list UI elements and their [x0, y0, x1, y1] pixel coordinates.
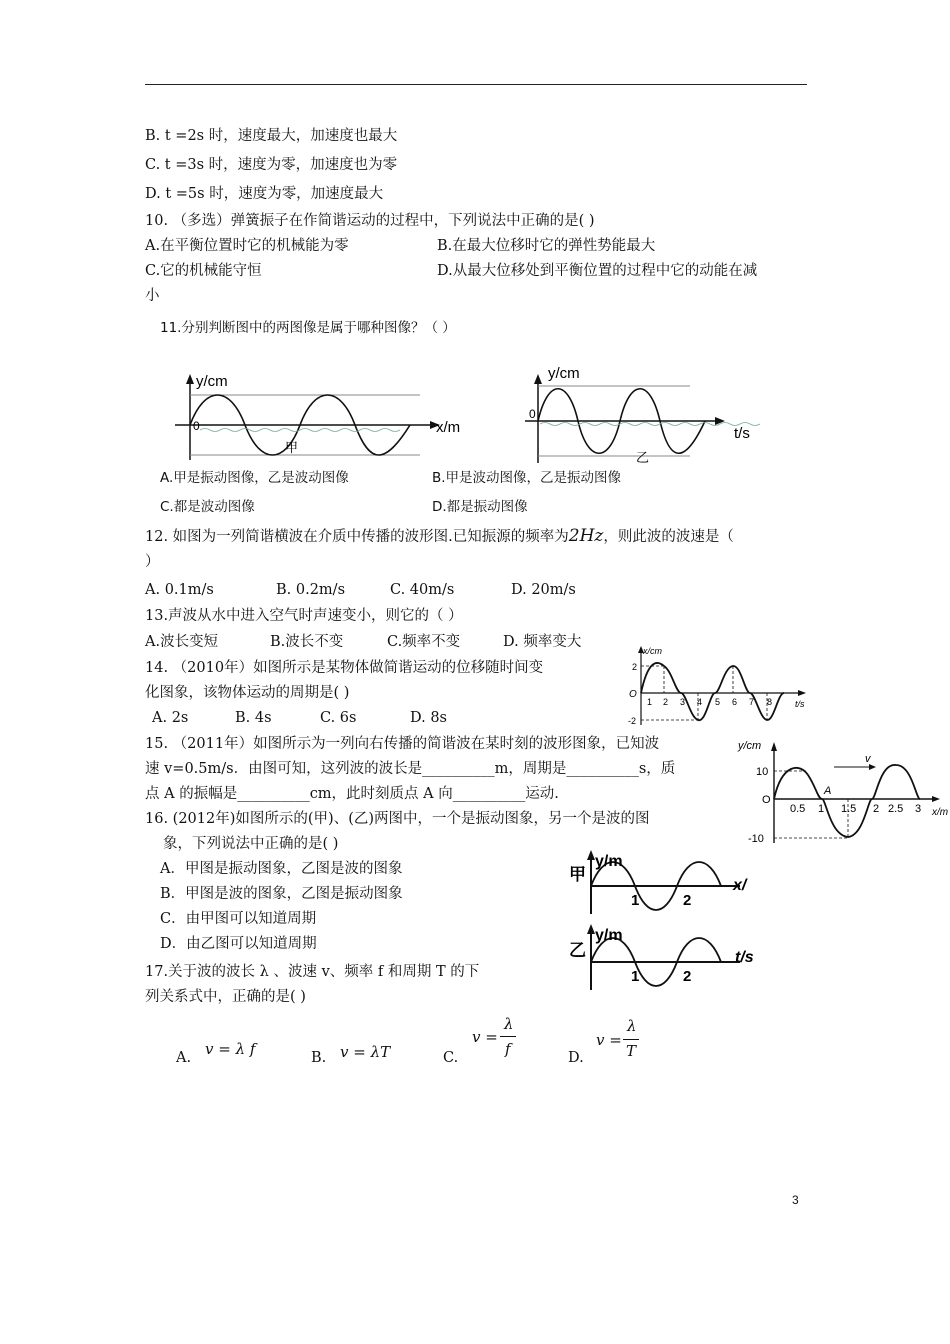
- q11-stem: 11.分别判断图中的两图像是属于哪种图像？（ ）: [160, 320, 456, 336]
- q16-figure-top: [565, 848, 775, 918]
- q17-option-a-label: A.: [176, 1050, 192, 1066]
- q14-xlabel: t/s: [795, 699, 805, 709]
- q16-top-tick-1: 1: [631, 892, 640, 909]
- q16-bottom-tick-2: 2: [683, 968, 692, 985]
- q16-option-d: D．由乙图可以知道周期: [160, 936, 317, 952]
- q11-right-xlabel: t/s: [734, 425, 750, 442]
- q16-stem: 16. (2012年)如图所示的(甲)、(乙)两图中，一个是振动图象，另一个是波的图: [145, 811, 650, 827]
- q16-option-b: B．甲图是波的图象，乙图是振动图象: [160, 886, 403, 902]
- q10-option-b: B.在最大位移时它的弹性势能最大: [437, 238, 656, 254]
- q15-xtick-5: 3: [915, 803, 922, 815]
- q12-option-d: D. 20m/s: [511, 582, 576, 598]
- q14-figure: [610, 645, 820, 730]
- q16-stem-cont: 象，下列说法中正确的是( ): [163, 836, 339, 852]
- q10-stem: 10. （多选）弹簧振子在作简谐运动的过程中，下列说法中正确的是( ): [145, 213, 595, 229]
- q14-xtick-5: 6: [732, 697, 738, 707]
- q13-option-b: B.波长不变: [270, 634, 344, 650]
- q12-frequency: 2Hz: [568, 526, 604, 546]
- q17-option-b-formula: v = λT: [340, 1043, 391, 1061]
- q11-left-xlabel: x/m: [436, 419, 461, 436]
- q14-stem: 14. （2010年）如图所示是某物体做简谐运动的位移随时间变: [145, 660, 544, 676]
- q13-option-d: D. 频率变大: [503, 634, 582, 650]
- q11-right-ylabel: y/cm: [548, 365, 580, 382]
- q12-option-a: A. 0.1m/s: [145, 582, 214, 598]
- q11-left-name: 甲: [285, 440, 299, 455]
- header-rule: [145, 84, 807, 85]
- q17-option-d-lhs: v =: [596, 1031, 622, 1049]
- q11-figure-right: [520, 358, 770, 470]
- q12-option-c: C. 40m/s: [390, 582, 455, 598]
- q14-xtick-4: 5: [715, 697, 721, 707]
- q15-origin: O: [762, 794, 771, 806]
- q11-right-origin: 0: [529, 407, 536, 421]
- q11-left-origin: 0: [193, 419, 200, 433]
- q13-option-c: C.频率不变: [387, 634, 461, 650]
- q16-bottom-xlabel: t/s: [735, 949, 754, 966]
- q17-stem: 17.关于波的波长 λ 、波速 v、频率 f 和周期 T 的下: [145, 964, 480, 980]
- q14-xtick-7: 8: [767, 697, 773, 707]
- q14-xtick-6: 7: [749, 697, 755, 707]
- q11-option-b: B.甲是波动图像，乙是振动图像: [432, 470, 622, 486]
- q15-point-a: A: [824, 785, 832, 797]
- q14-ylabel: x/cm: [643, 646, 662, 656]
- q15-ytick-0: 10: [756, 766, 769, 778]
- q17-option-c-label: C.: [443, 1050, 459, 1066]
- q11-left-ylabel: y/cm: [196, 373, 228, 390]
- q13-option-a: A.波长变短: [145, 634, 219, 650]
- q15-xtick-3: 2: [873, 803, 880, 815]
- q14-xtick-3: 4: [697, 697, 703, 707]
- q16-top-xlabel: x/: [733, 877, 747, 894]
- q16-option-a: A．甲图是振动图象，乙图是波的图象: [160, 861, 403, 877]
- q13-stem: 13.声波从水中进入空气时声速变小，则它的（ ）: [145, 608, 463, 624]
- q12-option-b: B. 0.2m/s: [276, 582, 346, 598]
- q17-option-b-label: B.: [311, 1050, 327, 1066]
- q15-xtick-2: 1.5: [841, 803, 857, 815]
- q12-stem: [145, 527, 734, 546]
- q10-option-c: C.它的机械能守恒: [145, 263, 262, 279]
- q14-xtick-2: 3: [680, 697, 686, 707]
- q14-xtick-1: 2: [663, 697, 669, 707]
- q15-stem: 15. （2011年）如图所示为一列向右传播的简谐波在某时刻的波形图象，已知波: [145, 736, 660, 752]
- q16-bottom-name: 乙: [569, 941, 586, 960]
- q17-option-a-formula: v = λ f: [205, 1040, 256, 1058]
- q15-xtick-4: 2.5: [888, 803, 904, 815]
- q10-option-d-cont: 小: [145, 288, 160, 304]
- q17-option-c-numerator: λ: [504, 1015, 514, 1033]
- q16-option-c: C．由甲图可以知道周期: [160, 911, 317, 927]
- q15-figure: [738, 735, 948, 847]
- q9-option-b: B. t =2s 时，速度最大，加速度也最大: [145, 128, 398, 144]
- q15-velocity-label: v: [865, 753, 871, 765]
- q11-right-name: 乙: [636, 450, 650, 465]
- q14-option-d: D. 8s: [410, 710, 447, 726]
- q16-bottom-tick-1: 1: [631, 968, 640, 985]
- q12-stem-part2: ，则此波的波速是（: [603, 529, 734, 545]
- q15-xlabel: x/m: [932, 807, 949, 818]
- q14-stem-cont: 化图象，该物体运动的周期是( ): [145, 685, 350, 701]
- q15-stem-cont: 速 v=0.5m/s．由图可知，这列波的波长是__________m，周期是__________s，质: [145, 761, 676, 777]
- q17-option-d-fraction-bar: [623, 1039, 639, 1040]
- q17-stem-cont: 列关系式中，正确的是( ): [145, 989, 306, 1005]
- q14-ytick-1: -2: [628, 716, 637, 726]
- q12-stem-cont: ）: [145, 554, 160, 570]
- q14-origin: O: [629, 689, 637, 700]
- q17-option-d-numerator: λ: [627, 1017, 637, 1035]
- q11-option-a: A.甲是振动图像，乙是波动图像: [160, 470, 349, 486]
- q15-xtick-0: 0.5: [790, 803, 806, 815]
- q15-xtick-1: 1: [818, 803, 825, 815]
- q14-option-b: B. 4s: [235, 710, 272, 726]
- q9-option-d: D. t =5s 时，速度为零，加速度最大: [145, 186, 384, 202]
- q15-stem-cont2: 点 A 的振幅是__________cm，此时刻质点 A 向__________运动.: [145, 786, 559, 802]
- q15-ylabel: y/cm: [738, 740, 762, 752]
- q16-bottom-ylabel: y/m: [595, 927, 623, 944]
- page-number: 3: [792, 1193, 799, 1207]
- q14-option-a: A. 2s: [152, 710, 189, 726]
- q16-top-tick-2: 2: [683, 892, 692, 909]
- q17-option-c-denominator: f: [505, 1040, 511, 1058]
- q16-top-name: 甲: [569, 865, 586, 884]
- q14-xtick-0: 1: [647, 697, 653, 707]
- q17-option-d-denominator: T: [626, 1042, 637, 1060]
- q14-ytick-0: 2: [632, 662, 638, 672]
- q15-x-ticks: [790, 803, 921, 815]
- q15-ytick-1: -10: [748, 833, 764, 845]
- q9-option-c: C. t =3s 时，速度为零，加速度也为零: [145, 157, 398, 173]
- q10-option-d: D.从最大位移处到平衡位置的过程中它的动能在减: [437, 263, 758, 279]
- q16-top-ylabel: y/m: [595, 853, 623, 870]
- q14-option-c: C. 6s: [320, 710, 357, 726]
- q17-option-c-fraction-bar: [500, 1036, 516, 1037]
- q12-stem-part1: 12. 如图为一列简谐横波在介质中传播的波形图.已知振源的频率为: [145, 529, 569, 545]
- q11-figure-left: [160, 360, 480, 470]
- q10-option-a: A.在平衡位置时它的机械能为零: [145, 238, 349, 254]
- q11-option-c: C.都是波动图像: [160, 499, 255, 515]
- q16-figure-bottom: [565, 922, 775, 994]
- q17-option-d-label: D.: [568, 1050, 584, 1066]
- q17-option-c-lhs: v =: [472, 1028, 498, 1046]
- q11-option-d: D.都是振动图像: [432, 499, 528, 515]
